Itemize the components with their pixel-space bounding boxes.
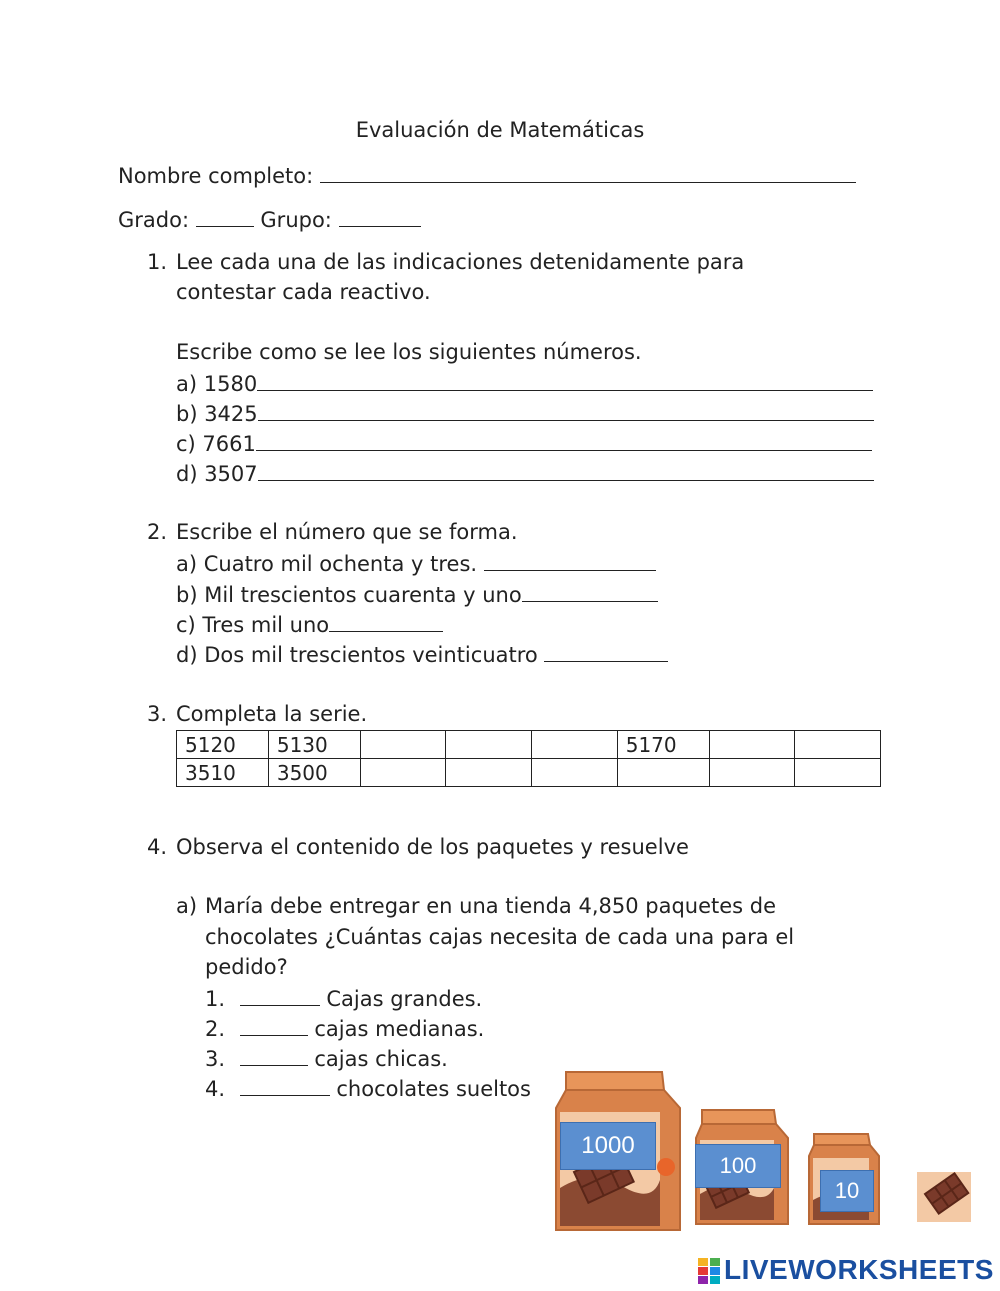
q4-prompt: Observa el contenido de los paquetes y resuelve	[176, 835, 689, 859]
q1-instruction-line2: contestar cada reactivo.	[176, 280, 431, 304]
q1-item-label: a) 1580	[176, 372, 258, 396]
q2-item	[176, 550, 656, 576]
q1-item	[176, 460, 874, 486]
chocolate-piece-icon	[917, 1172, 971, 1222]
series-cell: 3510	[177, 759, 269, 787]
series-cell[interactable]	[360, 759, 446, 787]
q4-part-a-label: a)	[176, 894, 198, 918]
series-cell[interactable]	[709, 759, 795, 787]
q2-item	[176, 641, 668, 667]
q1-item-label: c) 7661	[176, 432, 256, 456]
series-cell[interactable]	[532, 759, 618, 787]
q1-item	[176, 370, 873, 396]
q1-item	[176, 400, 874, 426]
series-cell[interactable]	[446, 759, 532, 787]
q2-item	[176, 611, 443, 637]
group-field[interactable]	[339, 206, 421, 227]
q4-answer-text: cajas medianas.	[314, 1017, 485, 1041]
q4-answer-number: 4.	[205, 1077, 226, 1101]
series-cell[interactable]	[532, 731, 618, 759]
page-title: Evaluación de Matemáticas	[355, 118, 645, 142]
q2-item	[176, 581, 658, 607]
small-box-label: 10	[820, 1170, 874, 1212]
q4-answer-item	[205, 1015, 484, 1041]
q4-answer-text: Cajas grandes.	[326, 987, 483, 1011]
series-cell: 5130	[268, 731, 360, 759]
q4-answer-number: 3.	[205, 1047, 226, 1071]
q4-answer-field[interactable]	[240, 985, 320, 1006]
q4-answer-field[interactable]	[240, 1015, 308, 1036]
q2-number: 2.	[147, 520, 168, 544]
q2-answer-field[interactable]	[544, 641, 668, 662]
grade-group-row	[118, 206, 421, 232]
large-box-label: 1000	[560, 1122, 656, 1170]
series-cell[interactable]	[709, 731, 795, 759]
q4-number: 4.	[147, 835, 168, 859]
q4-answer-field[interactable]	[240, 1075, 330, 1096]
series-cell[interactable]	[360, 731, 446, 759]
q4-answer-text: chocolates sueltos	[336, 1077, 531, 1101]
medium-box-label: 100	[695, 1144, 781, 1188]
series-cell[interactable]	[446, 731, 532, 759]
q3-prompt: Completa la serie.	[176, 702, 368, 726]
grade-label: Grado:	[118, 208, 190, 232]
q4-answer-item	[205, 985, 482, 1011]
q1-instruction-line1: Lee cada una de las indicaciones detenidamente para	[176, 250, 745, 274]
q4-answer-field[interactable]	[240, 1045, 308, 1066]
series-row	[177, 759, 881, 787]
q2-item-label: a) Cuatro mil ochenta y tres.	[176, 552, 478, 576]
series-row	[177, 731, 881, 759]
q1-item-label: d) 3507	[176, 462, 258, 486]
q1-answer-field[interactable]	[258, 460, 874, 481]
q1-answer-field[interactable]	[257, 370, 873, 391]
q4-answer-number: 2.	[205, 1017, 226, 1041]
name-label: Nombre completo:	[118, 164, 314, 188]
q4-part-a-line1: María debe entregar en una tienda 4,850 paquetes de	[205, 894, 777, 918]
q4-answer-number: 1.	[205, 987, 226, 1011]
liveworksheets-logo-icon	[698, 1258, 720, 1284]
q2-answer-field[interactable]	[484, 550, 656, 571]
q2-prompt: Escribe el número que se forma.	[176, 520, 518, 544]
series-table	[176, 730, 881, 787]
q4-answer-item	[205, 1075, 531, 1101]
q1-item-label: b) 3425	[176, 402, 258, 426]
q1-answer-field[interactable]	[256, 430, 872, 451]
q2-item-label: b) Mil trescientos cuarenta y uno	[176, 583, 522, 607]
group-label: Grupo:	[260, 208, 332, 232]
series-cell[interactable]	[795, 759, 881, 787]
q4-answer-item	[205, 1045, 448, 1071]
q1-answer-field[interactable]	[258, 400, 874, 421]
q3-number: 3.	[147, 702, 168, 726]
q1-prompt: Escribe como se lee los siguientes números.	[176, 340, 642, 364]
series-cell[interactable]	[795, 731, 881, 759]
q4-part-a-line2: chocolates ¿Cuántas cajas necesita de cada una para el	[205, 925, 795, 949]
q4-answer-text: cajas chicas.	[314, 1047, 448, 1071]
grade-field[interactable]	[196, 206, 254, 227]
q4-part-a-line3: pedido?	[205, 955, 288, 979]
name-field[interactable]	[320, 162, 856, 183]
q1-item	[176, 430, 872, 456]
q2-answer-field[interactable]	[329, 611, 443, 632]
q2-item-label: d) Dos mil trescientos veinticuatro	[176, 643, 538, 667]
name-row	[118, 162, 856, 188]
series-cell: 3500	[268, 759, 360, 787]
q2-answer-field[interactable]	[522, 581, 658, 602]
series-cell: 5170	[617, 731, 709, 759]
series-cell[interactable]	[617, 759, 709, 787]
q1-number: 1.	[147, 250, 168, 274]
series-cell: 5120	[177, 731, 269, 759]
q2-item-label: c) Tres mil uno	[176, 613, 330, 637]
brand-wordmark[interactable]: LIVEWORKSHEETS	[724, 1254, 994, 1285]
